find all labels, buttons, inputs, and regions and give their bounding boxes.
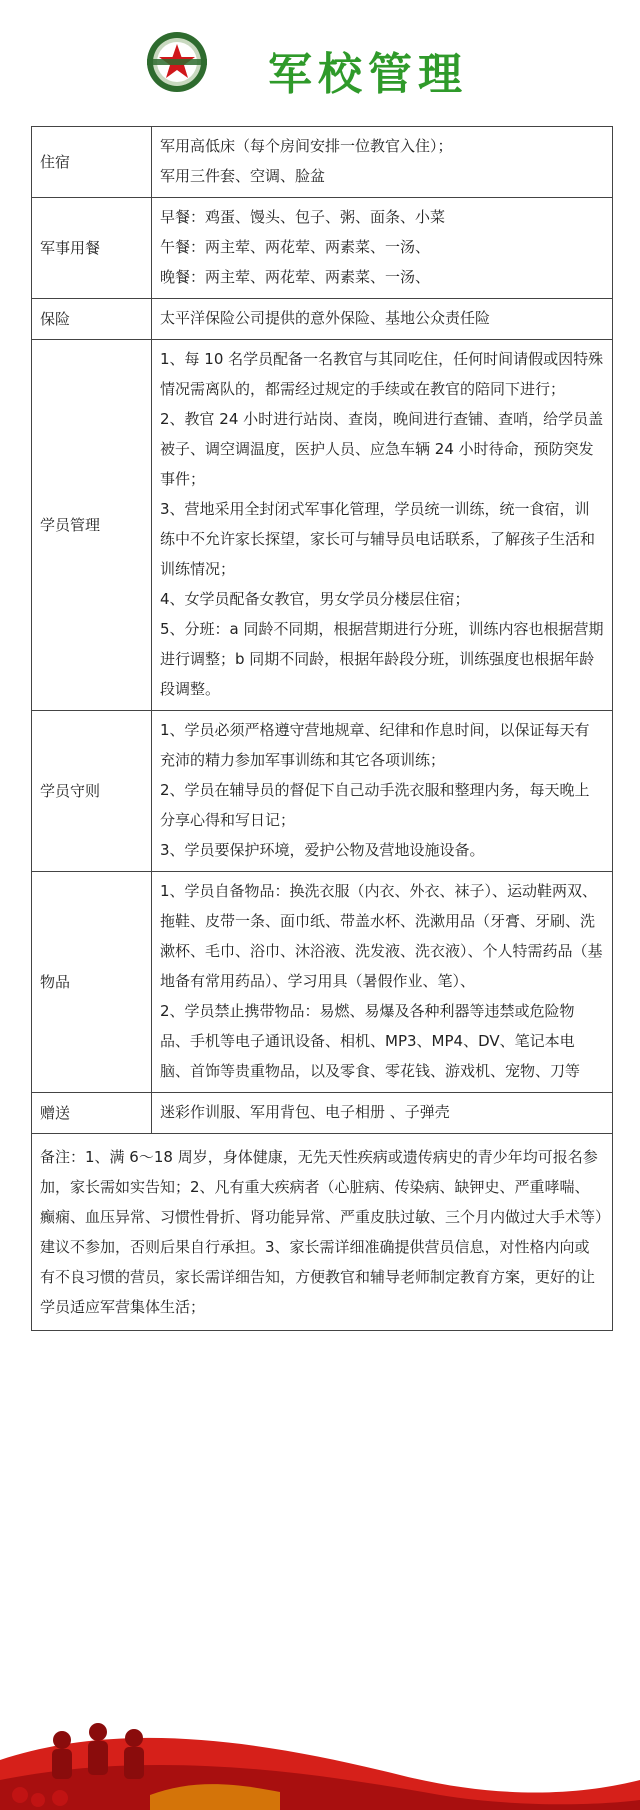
content-line: 3、学员要保护环境，爱护公物及营地设施设备。	[160, 841, 485, 859]
soldier-salute-flag-banner-icon	[0, 1700, 640, 1810]
page-title: 军校管理	[268, 49, 468, 100]
content-line: 太平洋保险公司提供的意外保险、基地公众责任险	[160, 309, 491, 327]
content-line: 1、学员必须严格遵守营地规章、纪律和作息时间，以保证每天有充沛的精力参加军事训练和其它各项训练；	[160, 721, 590, 769]
row-content	[152, 711, 613, 872]
content-line: 2、学员在辅导员的督促下自己动手洗衣服和整理内务，每天晚上分享心得和写日记；	[160, 781, 590, 829]
table-row	[32, 299, 613, 340]
content-line: 2、学员禁止携带物品：易燃、易爆及各种利器等违禁或危险物品、手机等电子通讯设备、相机、MP3、MP4、DV、笔记本电脑、首饰等贵重物品，以及零食、零花钱、游戏机、宠物、刀等	[160, 1002, 581, 1080]
content-line: 5、分班：a 同龄不同期，根据营期进行分班，训练内容也根据营期进行调整；b 同期不同龄，根据年龄段分班，训练强度也根据年龄段调整。	[160, 620, 604, 698]
page-header	[0, 0, 640, 120]
row-label: 保险	[32, 299, 152, 340]
note-text: 备注：1、满 6～18 周岁，身体健康，无先天性疾病或遗传病史的青少年均可报名参加，家长需如实告知；2、凡有重大疾病者（心脏病、传染病、缺钾史、严重哮喘、癫痫、血压异常、习惯性骨折、肾功能异常、严重皮肤过敏、三个月内做过大手术等）建议不参加，否则后果自行承担。3、家长需详细准确提供营员信息，对性格内向或有不良习惯的营员，家长需详细告知，方便教官和辅导老师制定教育方案，更好的让学员适应军营集体生活；	[32, 1134, 613, 1331]
row-label: 物品	[32, 872, 152, 1093]
content-line: 1、每 10 名学员配备一名教官与其同吃住，任何时间请假或因特殊情况需离队的，都需经过规定的手续或在教官的陪同下进行；	[160, 350, 604, 398]
content-line: 1、学员自备物品：换洗衣服（内衣、外衣、袜子）、运动鞋两双、拖鞋、皮带一条、面巾纸、带盖水杯、洗漱用品（牙膏、牙刷、洗漱杯、毛巾、浴巾、沐浴液、洗发液、洗衣液）、个人特需药品（基地备有常用药品）、学习用具（暑假作业、笔）、	[160, 882, 603, 990]
row-content	[152, 299, 613, 340]
military-star-emblem-icon	[145, 30, 209, 94]
table-row	[32, 198, 613, 299]
content-line: 早餐：鸡蛋、馒头、包子、粥、面条、小菜	[160, 208, 446, 226]
content-line: 午餐：两主荤、两花荤、两素菜、一汤、	[160, 238, 431, 256]
row-content	[152, 872, 613, 1093]
table-row	[32, 340, 613, 711]
content-line: 军用高低床（每个房间安排一位教官入住）；	[160, 137, 453, 155]
table-row	[32, 711, 613, 872]
table-row	[32, 872, 613, 1093]
row-content	[152, 198, 613, 299]
content-line: 4、女学员配备女教官，男女学员分楼层住宿；	[160, 590, 470, 608]
table-row	[32, 1093, 613, 1134]
content-line: 2、教官 24 小时进行站岗、查岗，晚间进行查铺、查哨，给学员盖被子、调空调温度，医护人员、应急车辆 24 小时待命，预防突发事件；	[160, 410, 604, 488]
row-label: 学员守则	[32, 711, 152, 872]
row-content	[152, 1093, 613, 1134]
row-label: 赠送	[32, 1093, 152, 1134]
table-row	[32, 127, 613, 198]
info-table	[31, 126, 613, 1331]
note-row	[32, 1134, 613, 1331]
row-label: 学员管理	[32, 340, 152, 711]
content-line: 3、营地采用全封闭式军事化管理，学员统一训练，统一食宿，训练中不允许家长探望，家长可与辅导员电话联系，了解孩子生活和训练情况；	[160, 500, 596, 578]
row-label: 军事用餐	[32, 198, 152, 299]
content-line: 军用三件套、空调、脸盆	[160, 167, 326, 185]
row-content	[152, 127, 613, 198]
row-content	[152, 340, 613, 711]
row-label: 住宿	[32, 127, 152, 198]
content-line: 晚餐：两主荤、两花荤、两素菜、一汤、	[160, 268, 431, 286]
content-line: 迷彩作训服、军用背包、电子相册 、子弹壳	[160, 1103, 450, 1121]
